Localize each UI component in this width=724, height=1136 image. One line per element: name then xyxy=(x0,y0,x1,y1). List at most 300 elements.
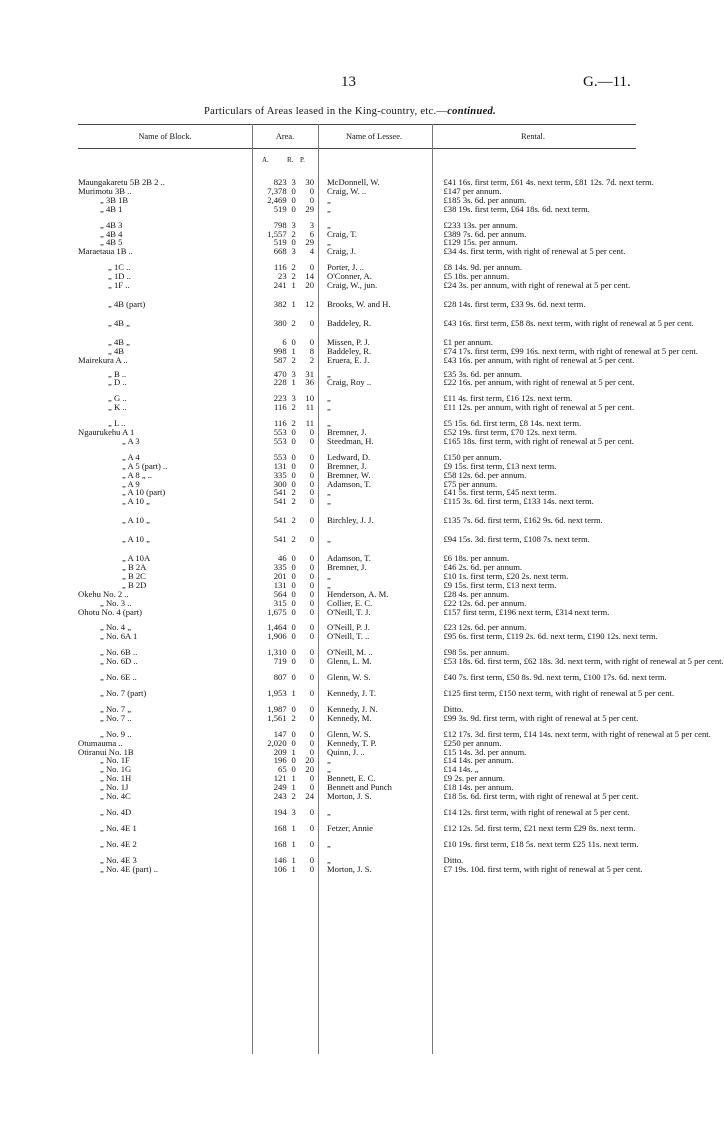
cell-area-acres: 116 xyxy=(274,262,287,273)
cell-area-acres: 335 xyxy=(273,469,287,480)
cell-block-name: „ No. 7 „ xyxy=(100,703,132,714)
cell-area-perches: 14 xyxy=(305,271,315,282)
cell-rental: £43 16s. per annum, with right of renewal at 5 per cent. xyxy=(443,354,635,365)
cell-rental: £10 1s. first term, £20 2s. next term. xyxy=(443,570,569,581)
table-row xyxy=(78,247,636,256)
cell-block-name: „ 4B (part) xyxy=(108,298,146,309)
cell-block-name: Otumauma .. xyxy=(78,737,123,748)
cell-area-perches: 12 xyxy=(305,298,315,309)
cell-area-acres: 587 xyxy=(273,354,287,365)
cell-area-acres: 46 xyxy=(278,553,287,564)
cell-rental: £14 14s. per annum. xyxy=(443,755,514,766)
table-row xyxy=(78,817,636,833)
cell-block-name: „ L .. xyxy=(108,418,126,429)
cell-lessee: Craig, T. xyxy=(327,228,358,239)
cell-lessee: „ xyxy=(327,402,331,413)
cell-block-name: „ K .. xyxy=(108,402,127,413)
cell-area-perches: 20 xyxy=(305,755,315,766)
cell-area-acres: 998 xyxy=(273,345,287,356)
table-row xyxy=(78,714,636,723)
cell-rental: £15 14s. 3d. per annum. xyxy=(443,746,527,757)
cell-block-name: „ A 4 xyxy=(122,451,140,462)
cell-block-name: „ No. 1H xyxy=(100,773,132,784)
table-row xyxy=(78,865,636,874)
cell-rental: £22 12s. 6d. per annum. xyxy=(443,597,527,608)
cell-block-name: „ A 8 „ .. xyxy=(122,469,153,480)
cell-block-name: „ 4B xyxy=(108,345,124,356)
cell-area-acres: 23 xyxy=(278,271,287,282)
cell-rental: £28 14s. first term, £33 9s. 6d. next term. xyxy=(443,298,586,309)
cell-block-name: „ 4B 3 xyxy=(100,219,123,230)
cell-area-roods: 0 xyxy=(291,427,296,438)
cell-area-acres: 2,469 xyxy=(267,194,287,205)
cell-area-roods: 1 xyxy=(291,280,296,291)
cell-area-acres: 1,953 xyxy=(267,687,287,698)
cell-area-acres: 541 xyxy=(273,487,287,498)
cell-lessee: O'Conner, A. xyxy=(327,271,372,282)
cell-area-roods: 3 xyxy=(291,806,296,817)
cell-area-perches: 31 xyxy=(305,368,315,379)
cell-area-perches: 0 xyxy=(309,838,315,849)
cell-block-name: „ 4B 5 xyxy=(100,237,123,248)
cell-block-name: „ No. 4D xyxy=(100,806,132,817)
cell-area-acres: 201 xyxy=(273,570,287,581)
cell-area-acres: 168 xyxy=(273,838,287,849)
cell-block-name: Ngaurukehu A 1 xyxy=(78,427,135,438)
cell-block-name: „ B 2A xyxy=(122,562,147,572)
cell-area-roods: 0 xyxy=(291,703,296,714)
cell-area-perches: 0 xyxy=(309,496,315,507)
table-row xyxy=(78,378,636,387)
cell-area-roods: 0 xyxy=(291,336,296,347)
table-row xyxy=(78,756,636,765)
cell-area-perches: 6 xyxy=(309,228,315,239)
cell-area-acres: 541 xyxy=(273,515,287,526)
cell-area-perches: 0 xyxy=(309,460,315,471)
cell-area-roods: 0 xyxy=(291,579,296,590)
cell-area-acres: 798 xyxy=(273,219,287,230)
cell-area-perches: 29 xyxy=(305,237,315,248)
cell-lessee: „ xyxy=(327,487,331,498)
table-row xyxy=(78,187,636,196)
cell-area-roods: 0 xyxy=(291,606,296,617)
cell-rental: £28 4s. per annum. xyxy=(443,588,510,599)
cell-area-perches: 36 xyxy=(305,377,315,388)
cell-block-name: „ A 10A xyxy=(122,553,151,564)
cell-area-roods: 2 xyxy=(291,712,296,723)
cell-rental: £9 15s. first term, £13 next term. xyxy=(443,579,557,590)
cell-block-name: „ No. 4 „ xyxy=(100,622,132,633)
cell-area-perches: 0 xyxy=(309,647,315,658)
cell-lessee: Steedman, H. xyxy=(327,435,374,446)
cell-block-name: „ A 3 xyxy=(122,435,140,446)
header-top-rule xyxy=(78,124,636,125)
cell-area-acres: 131 xyxy=(273,579,287,590)
cell-area-roods: 0 xyxy=(291,562,296,572)
cell-area-roods: 3 xyxy=(291,219,296,230)
cell-area-perches: 0 xyxy=(309,185,315,196)
cell-area-acres: 1,310 xyxy=(267,647,287,658)
cell-area-roods: 2 xyxy=(291,496,296,507)
cell-area-acres: 6 xyxy=(282,336,287,347)
cell-area-perches: 0 xyxy=(309,427,315,438)
cell-block-name: „ No. 7 (part) xyxy=(100,687,147,698)
cell-area-perches: 0 xyxy=(309,570,315,581)
cell-lessee: Craig, Roy .. xyxy=(327,377,372,388)
table-row xyxy=(78,748,636,757)
cell-lessee: O'Neill, M. .. xyxy=(327,647,373,658)
cell-area-acres: 382 xyxy=(273,298,287,309)
cell-area-perches: 0 xyxy=(309,562,315,572)
cell-rental: £43 16s. first term, £58 8s. next term, with right of renewal at 5 per cent. xyxy=(443,317,694,328)
cell-area-roods: 0 xyxy=(291,553,296,564)
cell-area-roods: 0 xyxy=(291,755,296,766)
cell-area-roods: 0 xyxy=(291,737,296,748)
cell-lessee: „ xyxy=(327,203,331,214)
cell-block-name: „ No. 7 .. xyxy=(100,712,132,723)
cell-block-name: „ No. 4E 2 xyxy=(100,838,137,849)
cell-area-perches: 20 xyxy=(305,280,315,291)
cell-block-name: „ D .. xyxy=(108,377,127,388)
cell-lessee: „ xyxy=(327,393,331,404)
table-row xyxy=(78,256,636,272)
cell-area-acres: 243 xyxy=(273,791,287,802)
cell-area-perches: 0 xyxy=(309,737,315,748)
unit-roods: R. xyxy=(287,156,294,164)
cell-area-roods: 2 xyxy=(291,534,296,545)
cell-area-roods: 1 xyxy=(291,345,296,356)
cell-lessee: O'Neill, T. .. xyxy=(327,631,370,642)
cell-area-perches: 0 xyxy=(309,579,315,590)
cell-area-perches: 0 xyxy=(309,631,315,642)
table-row xyxy=(78,387,636,403)
cell-area-acres: 335 xyxy=(273,562,287,572)
cell-lessee: McDonnell, W. xyxy=(327,177,380,187)
cell-lessee: Morton, J. S. xyxy=(327,863,372,874)
cell-rental: £9 15s. first term, £13 next term. xyxy=(443,460,557,471)
cell-area-roods: 0 xyxy=(291,656,296,667)
cell-block-name: „ A 10 „ xyxy=(122,496,150,507)
cell-area-acres: 668 xyxy=(273,246,287,257)
table-row xyxy=(78,506,636,525)
cell-area-acres: 121 xyxy=(273,773,287,784)
table-row xyxy=(78,164,636,187)
cell-block-name: „ 1C .. xyxy=(108,262,131,273)
cell-area-acres: 553 xyxy=(273,427,287,438)
cell-area-perches: 0 xyxy=(309,854,315,865)
cell-rental: £5 18s. per annum. xyxy=(443,271,510,282)
cell-area-acres: 223 xyxy=(273,393,287,404)
cell-lessee: Morton, J. S. xyxy=(327,791,372,802)
cell-block-name: Mairekura A .. xyxy=(78,354,128,365)
cell-block-name: „ B 2D xyxy=(122,579,147,590)
table-row xyxy=(78,497,636,506)
cell-rental: £53 18s. 6d. first term, £62 18s. 3d. next term, with right of renewal at 5 per cent. xyxy=(443,656,724,667)
cell-area-acres: 519 xyxy=(273,203,287,214)
cell-lessee: Bremner, J. xyxy=(327,460,367,471)
cell-area-roods: 1 xyxy=(291,687,296,698)
col-header-rental: Rental. xyxy=(521,132,545,141)
cell-area-perches: 0 xyxy=(309,451,315,462)
cell-area-roods: 0 xyxy=(291,728,296,739)
table-row xyxy=(78,792,636,801)
cell-area-perches: 0 xyxy=(309,822,315,833)
cell-area-roods: 1 xyxy=(291,854,296,865)
cell-area-perches: 11 xyxy=(305,418,315,429)
cell-area-acres: 209 xyxy=(273,746,287,757)
cell-block-name: „ No. 9 .. xyxy=(100,728,132,739)
unit-acres: A. xyxy=(262,156,269,164)
cell-area-roods: 0 xyxy=(291,588,296,599)
cell-lessee: „ xyxy=(327,570,331,581)
cell-area-perches: 11 xyxy=(305,402,315,413)
cell-area-acres: 2,020 xyxy=(267,737,287,748)
cell-lessee: „ xyxy=(327,534,331,545)
cell-area-roods: 0 xyxy=(291,451,296,462)
table-row xyxy=(78,657,636,666)
cell-block-name: „ No. 1G xyxy=(100,764,132,775)
cell-rental: £35 3s. 6d. per annum. xyxy=(443,368,523,379)
cell-area-roods: 0 xyxy=(291,570,296,581)
cell-area-roods: 2 xyxy=(291,228,296,239)
cell-area-acres: 719 xyxy=(273,656,287,667)
table-row xyxy=(78,214,636,230)
cell-area-roods: 2 xyxy=(291,515,296,526)
cell-area-acres: 7,378 xyxy=(267,185,287,196)
cell-area-perches: 0 xyxy=(309,336,315,347)
cell-lessee: Brooks, W. and H. xyxy=(327,298,391,309)
cell-area-acres: 116 xyxy=(274,402,287,413)
cell-area-acres: 1,561 xyxy=(267,712,287,723)
table-row xyxy=(78,205,636,214)
cell-area-perches: 0 xyxy=(309,262,315,273)
cell-area-perches: 0 xyxy=(309,515,315,526)
leases-table xyxy=(78,164,724,874)
cell-area-perches: 0 xyxy=(309,806,315,817)
cell-area-perches: 0 xyxy=(309,317,315,328)
cell-area-perches: 24 xyxy=(305,791,315,802)
cell-area-acres: 823 xyxy=(273,177,287,187)
cell-block-name: „ No. 1F xyxy=(100,755,130,766)
cell-area-roods: 2 xyxy=(291,402,296,413)
cell-block-name: Ohotu No. 4 (part) xyxy=(78,606,142,617)
cell-area-perches: 0 xyxy=(309,435,315,446)
cell-lessee: „ xyxy=(327,496,331,507)
cell-lessee: „ xyxy=(327,368,331,379)
cell-rental: £18 5s. 6d. first term, with right of renewal at 5 per cent. xyxy=(443,791,639,802)
cell-rental: £22 16s. per annum, with right of renewal at 5 per cent. xyxy=(443,377,635,388)
cell-area-roods: 0 xyxy=(291,478,296,489)
cell-lessee: Kennedy, J. N. xyxy=(327,703,378,714)
cell-area-acres: 564 xyxy=(273,588,287,599)
cell-lessee: Glenn, W. S. xyxy=(327,728,371,739)
cell-lessee: „ xyxy=(327,237,331,248)
cell-lessee: Adamson, T. xyxy=(327,553,371,564)
cell-area-acres: 380 xyxy=(273,317,287,328)
table-title xyxy=(0,106,700,117)
cell-rental: £8 14s. 9d. per annum. xyxy=(443,262,523,273)
table-row xyxy=(78,641,636,657)
cell-block-name: „ 1F .. xyxy=(108,280,130,291)
cell-rental: £250 per annum. xyxy=(443,737,502,748)
cell-rental: £40 7s. first term, £50 8s. 9d. next term, £100 17s. 6d. next term. xyxy=(443,672,667,683)
cell-area-perches: 0 xyxy=(309,672,315,683)
cell-lessee: „ xyxy=(327,764,331,775)
cell-area-acres: 1,557 xyxy=(267,228,287,239)
cell-rental: £52 19s. first term, £70 12s. next term. xyxy=(443,427,577,438)
cell-area-acres: 65 xyxy=(278,764,287,775)
cell-lessee: Kennedy, J. T. xyxy=(327,687,377,698)
cell-lessee: Henderson, A. M. xyxy=(327,588,389,599)
cell-block-name: „ A 10 (part) xyxy=(122,487,166,498)
cell-area-roods: 0 xyxy=(291,460,296,471)
cell-lessee: Craig, W., jun. xyxy=(327,280,378,291)
cell-area-roods: 2 xyxy=(291,262,296,273)
table-row xyxy=(78,365,636,379)
cell-area-roods: 1 xyxy=(291,746,296,757)
cell-area-roods: 1 xyxy=(291,838,296,849)
cell-lessee: Glenn, L. M. xyxy=(327,656,372,667)
cell-area-perches: 0 xyxy=(309,728,315,739)
header-bottom-rule xyxy=(78,148,636,149)
table-row xyxy=(78,682,636,698)
cell-area-perches: 0 xyxy=(309,597,315,608)
cell-lessee: „ xyxy=(327,755,331,766)
table-row xyxy=(78,356,636,365)
cell-area-perches: 8 xyxy=(309,345,315,356)
cell-rental: £389 7s. 6d. per annum. xyxy=(443,228,527,239)
cell-area-acres: 541 xyxy=(273,496,287,507)
cell-area-acres: 146 xyxy=(273,854,287,865)
cell-area-acres: 1,987 xyxy=(267,703,287,714)
cell-rental: £14 14s. „ xyxy=(443,764,479,775)
cell-area-perches: 0 xyxy=(309,863,315,874)
cell-area-roods: 0 xyxy=(291,435,296,446)
cell-area-roods: 0 xyxy=(291,631,296,642)
cell-area-roods: 1 xyxy=(291,377,296,388)
cell-area-roods: 2 xyxy=(291,791,296,802)
cell-lessee: Glenn, W. S. xyxy=(327,672,371,683)
cell-area-perches: 0 xyxy=(309,773,315,784)
cell-area-roods: 1 xyxy=(291,773,296,784)
cell-block-name: „ No. 4E 3 xyxy=(100,854,137,865)
table-row xyxy=(78,544,636,563)
cell-block-name: Maungakaretu 5B 2B 2 .. xyxy=(78,177,165,187)
cell-rental: £41 16s. first term, £61 4s. next term, £81 12s. 7d. next term. xyxy=(443,177,654,187)
cell-area-acres: 519 xyxy=(273,237,287,248)
cell-area-perches: 3 xyxy=(309,219,315,230)
cell-lessee: Baddeley, R. xyxy=(327,345,372,356)
cell-area-roods: 2 xyxy=(291,271,296,282)
cell-area-roods: 0 xyxy=(291,194,296,205)
cell-block-name: „ No. 4E 1 xyxy=(100,822,137,833)
table-row xyxy=(78,698,636,714)
cell-rental: £18 14s. per annum. xyxy=(443,782,514,793)
cell-rental: £38 19s. first term, £64 18s. 6d. next term. xyxy=(443,203,590,214)
leases-table-body xyxy=(78,164,724,874)
cell-area-roods: 0 xyxy=(291,203,296,214)
cell-rental: £98 5s. per annum. xyxy=(443,647,510,658)
cell-area-perches: 4 xyxy=(309,246,315,257)
cell-area-acres: 315 xyxy=(273,597,287,608)
cell-area-perches: 0 xyxy=(309,622,315,633)
cell-lessee: Eruera, E. J. xyxy=(327,354,370,365)
table-row xyxy=(78,403,636,412)
cell-area-roods: 2 xyxy=(291,317,296,328)
cell-area-roods: 0 xyxy=(291,764,296,775)
cell-area-roods: 1 xyxy=(291,863,296,874)
table-row xyxy=(78,632,636,641)
table-row xyxy=(78,801,636,817)
cell-block-name: „ No. 6D .. xyxy=(100,656,138,667)
cell-block-name: Murimotu 3B .. xyxy=(78,185,132,196)
cell-lessee: Kennedy, T. P. xyxy=(327,737,377,748)
table-row xyxy=(78,412,636,428)
cell-rental: £46 2s. 6d. per annum. xyxy=(443,562,523,572)
table-row xyxy=(78,849,636,865)
cell-rental: £6 18s. per annum. xyxy=(443,553,510,564)
cell-block-name: „ 4B „ xyxy=(108,336,130,347)
cell-area-roods: 3 xyxy=(291,177,296,187)
cell-area-acres: 553 xyxy=(273,435,287,446)
cell-area-roods: 0 xyxy=(291,185,296,196)
cell-area-acres: 1,464 xyxy=(267,622,287,633)
cell-lessee: „ xyxy=(327,194,331,205)
cell-area-roods: 0 xyxy=(291,237,296,248)
cell-rental: Ditto. xyxy=(443,854,464,865)
col-header-block: Name of Block. xyxy=(138,132,192,141)
cell-lessee: O'Neill, T. J. xyxy=(327,606,371,617)
cell-block-name: „ B .. xyxy=(108,368,127,379)
cell-rental: £185 3s. 6d. per annum. xyxy=(443,194,527,205)
cell-area-acres: 807 xyxy=(273,672,287,683)
cell-block-name: „ 3B 1B xyxy=(100,194,129,205)
cell-rental: £12 12s. 5d. first term, £21 next term £29 8s. next term. xyxy=(443,822,636,833)
cell-rental: £157 first term, £196 next term, £314 next term. xyxy=(443,606,610,617)
cell-lessee: Ledward, D. xyxy=(327,451,371,462)
cell-area-perches: 30 xyxy=(305,177,315,187)
cell-area-perches: 0 xyxy=(309,656,315,667)
cell-rental: £11 12s. per annum, with right of renewal at 5 per cent. xyxy=(443,402,635,413)
cell-lessee: Missen, P. J. xyxy=(327,336,370,347)
cell-rental: £147 per annum. xyxy=(443,185,502,196)
cell-lessee: Quinn, J. .. xyxy=(327,746,365,757)
cell-area-roods: 0 xyxy=(291,622,296,633)
table-row xyxy=(78,616,636,632)
table-row xyxy=(78,525,636,544)
cell-area-perches: 0 xyxy=(309,782,315,793)
cell-lessee: Bremner, J. xyxy=(327,562,367,572)
cell-rental: £5 15s. 6d. first term, £8 14s. next term. xyxy=(443,418,582,429)
cell-area-acres: 470 xyxy=(273,368,287,379)
cell-area-perches: 29 xyxy=(305,203,315,214)
cell-rental: £115 3s. 6d. first term, £133 14s. next term. xyxy=(443,496,594,507)
cell-area-acres: 541 xyxy=(273,534,287,545)
cell-area-roods: 2 xyxy=(291,354,296,365)
page-number: 13 xyxy=(341,74,356,90)
cell-lessee: Kennedy, M. xyxy=(327,712,372,723)
cell-area-acres: 147 xyxy=(273,728,287,739)
cell-rental: £11 4s. first term, £16 12s. next term. xyxy=(443,393,573,404)
cell-area-acres: 241 xyxy=(273,280,287,291)
cell-block-name: „ A 10 „ xyxy=(122,534,150,545)
col-header-lessee: Name of Lessee. xyxy=(345,132,403,141)
cell-area-perches: 10 xyxy=(305,393,315,404)
col-header-area: Area. xyxy=(275,132,295,141)
table-row xyxy=(78,309,636,328)
cell-block-name: „ 4B 1 xyxy=(100,203,123,214)
cell-block-name: „ 1D .. xyxy=(108,271,131,282)
